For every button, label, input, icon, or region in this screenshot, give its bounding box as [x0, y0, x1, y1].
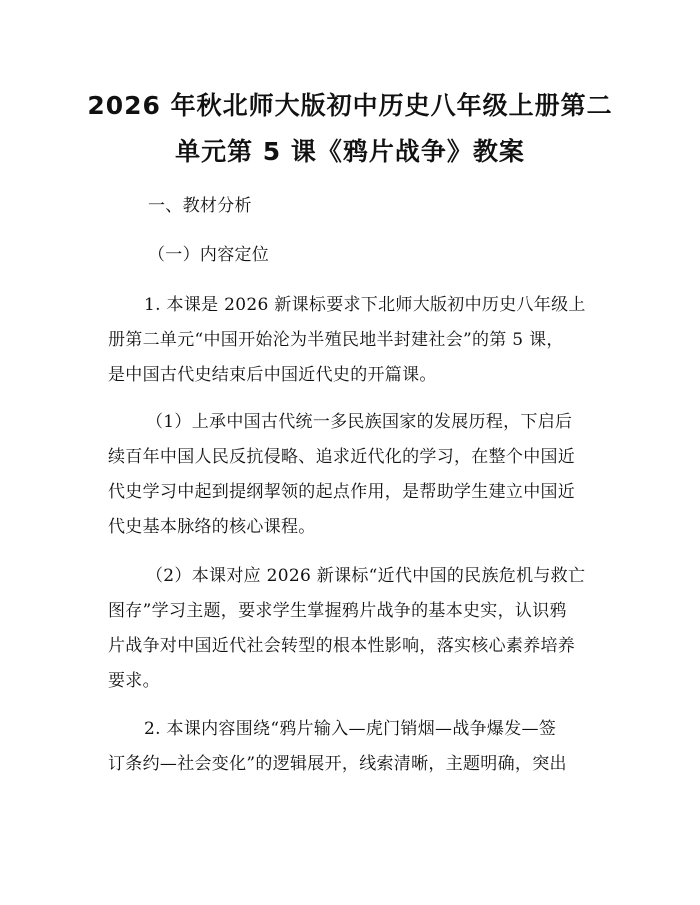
- paragraph-1-line-2: 册第二单元“中国开始沦为半殖民地半封建社会”的第 5 课，: [108, 330, 564, 350]
- paragraph-2-line-2: 续百年中国人民反抗侵略、追求近代化的学习，在整个中国近: [108, 447, 576, 467]
- paragraph-2-line-1: （1）上承中国古代统一多民族国家的发展历程，下启后: [146, 412, 573, 432]
- paragraph-1-line-3: 是中国古代史结束后中国近代史的开篇课。: [108, 365, 437, 385]
- paragraph-4-line-2: 订条约—社会变化”的逻辑展开，线索清晰，主题明确，突出: [108, 754, 567, 774]
- document-title-line-1: 2026 年秋北师大版初中历史八年级上册第二: [87, 91, 613, 120]
- subsection-heading: （一）内容定位: [148, 245, 270, 265]
- paragraph-3-line-1: （2）本课对应 2026 新课标“近代中国的民族危机与救亡: [146, 566, 586, 586]
- paragraph-3-line-2: 图存”学习主题，要求学生掌握鸦片战争的基本史实，认识鸦: [108, 601, 567, 621]
- paragraph-3-line-3: 片战争对中国近代社会转型的根本性影响，落实核心素养培养: [108, 636, 576, 656]
- paragraph-1-line-1: 1. 本课是 2026 新课标要求下北师大版初中历史八年级上: [144, 295, 586, 315]
- document-title-line-2: 单元第 5 课《鸦片战争》教案: [175, 137, 525, 166]
- paragraph-3-line-4: 要求。: [108, 671, 160, 691]
- paragraph-2-line-4: 代史基本脉络的核心课程。: [108, 517, 316, 537]
- paragraph-2-line-3: 代史学习中起到提纲挈领的起点作用，是帮助学生建立中国近: [108, 482, 576, 502]
- section-heading: 一、教材分析: [148, 196, 252, 216]
- paragraph-4-line-1: 2. 本课内容围绕“鸦片输入—虎门销烟—战争爆发—签: [144, 719, 557, 739]
